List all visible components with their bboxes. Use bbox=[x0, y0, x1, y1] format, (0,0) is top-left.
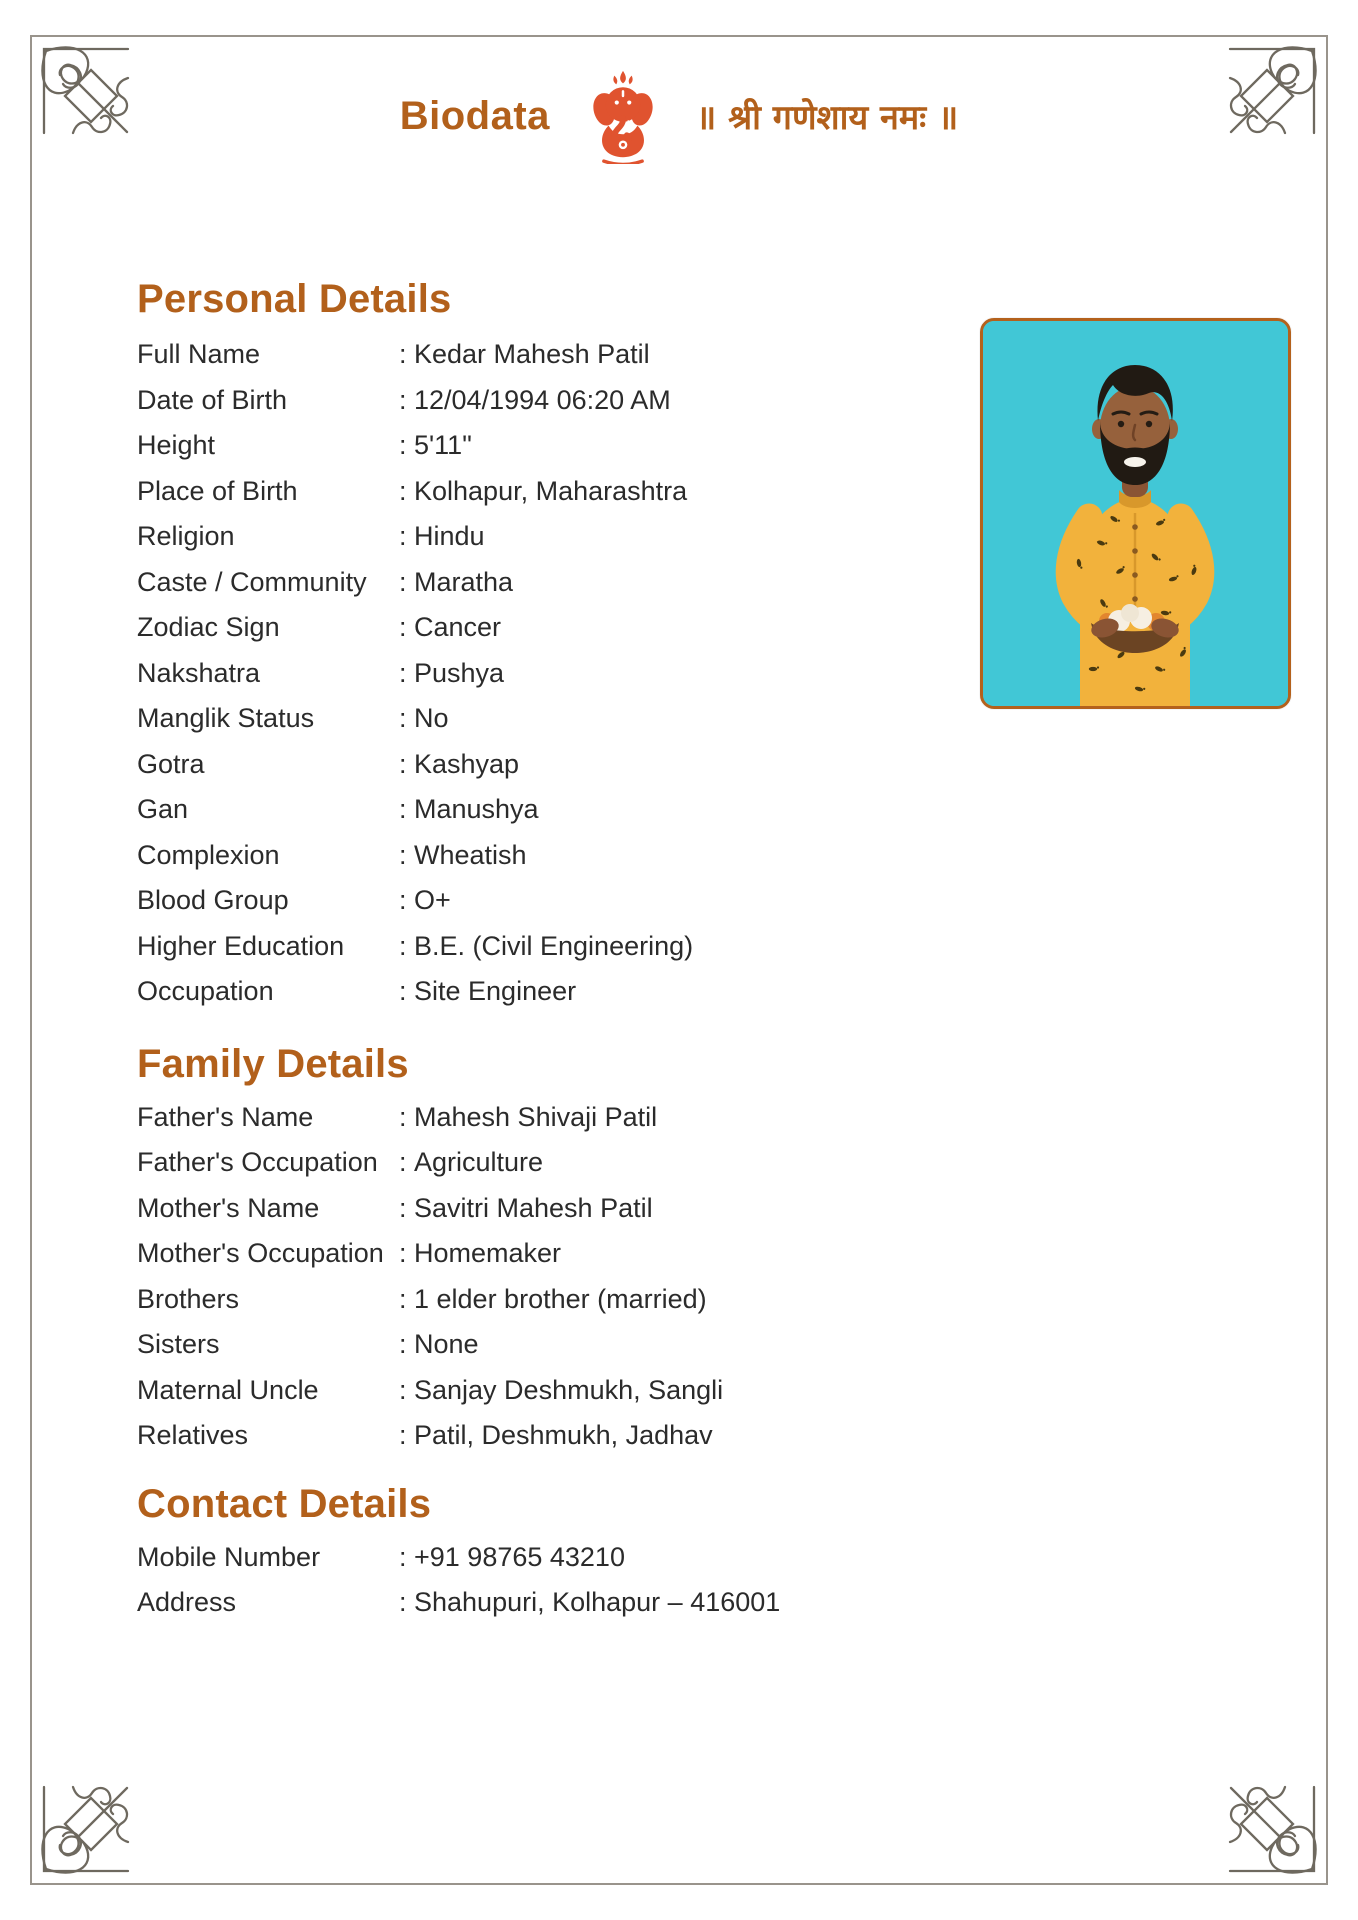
field-label: Religion bbox=[137, 521, 235, 552]
field-value: No bbox=[414, 703, 449, 734]
detail-row bbox=[137, 560, 967, 606]
separator: : bbox=[399, 384, 407, 415]
field-value: Agriculture bbox=[414, 1147, 544, 1178]
separator: : bbox=[399, 930, 407, 961]
field-label: Blood Group bbox=[137, 885, 289, 916]
field-value: Kolhapur, Maharashtra bbox=[414, 475, 688, 506]
field-value: Manushya bbox=[414, 794, 539, 825]
separator: : bbox=[399, 339, 407, 370]
detail-row bbox=[137, 514, 967, 560]
field-value: 12/04/1994 06:20 AM bbox=[414, 384, 671, 415]
section-personal-details bbox=[137, 276, 967, 1015]
separator: : bbox=[399, 885, 407, 916]
field-value: Kedar Mahesh Patil bbox=[414, 339, 650, 370]
field-label: Zodiac Sign bbox=[137, 612, 280, 643]
field-value: Wheatish bbox=[414, 839, 527, 870]
detail-row bbox=[137, 605, 967, 651]
page-title: Biodata bbox=[399, 93, 550, 138]
detail-row bbox=[137, 1186, 967, 1232]
field-label: Occupation bbox=[137, 976, 274, 1007]
section-title: Family Details bbox=[137, 1041, 409, 1086]
detail-rows bbox=[137, 1095, 967, 1459]
field-value: 5'11" bbox=[414, 430, 472, 461]
detail-row bbox=[137, 1413, 967, 1459]
field-value: Shahupuri, Kolhapur – 416001 bbox=[414, 1587, 781, 1618]
field-label: Mother's Name bbox=[137, 1192, 320, 1223]
separator: : bbox=[399, 839, 407, 870]
profile-photo-illustration bbox=[983, 321, 1288, 706]
separator: : bbox=[399, 1329, 407, 1360]
detail-row bbox=[137, 1322, 967, 1368]
detail-row bbox=[137, 924, 967, 970]
field-value: Mahesh Shivaji Patil bbox=[414, 1101, 658, 1132]
profile-photo bbox=[980, 318, 1291, 709]
field-value: Pushya bbox=[414, 657, 505, 688]
detail-row bbox=[137, 1231, 967, 1277]
detail-row bbox=[137, 378, 967, 424]
section-contact-details bbox=[137, 1481, 967, 1626]
corner-ornament-icon bbox=[1221, 1778, 1327, 1884]
section-title: Contact Details bbox=[137, 1481, 432, 1526]
detail-rows bbox=[137, 332, 967, 1015]
detail-row bbox=[137, 651, 967, 697]
detail-rows bbox=[137, 1535, 967, 1626]
separator: : bbox=[399, 475, 407, 506]
field-label: Height bbox=[137, 430, 216, 461]
detail-row bbox=[137, 1368, 967, 1414]
separator: : bbox=[399, 1283, 407, 1314]
field-label: Date of Birth bbox=[137, 384, 288, 415]
field-value: Kashyap bbox=[414, 748, 520, 779]
section-title: Personal Details bbox=[137, 277, 452, 321]
separator: : bbox=[399, 657, 407, 688]
separator: : bbox=[399, 1374, 407, 1405]
corner-ornament-icon bbox=[31, 1778, 137, 1884]
field-label: Brothers bbox=[137, 1283, 240, 1314]
content bbox=[137, 276, 967, 1626]
detail-row bbox=[137, 878, 967, 924]
detail-row bbox=[137, 787, 967, 833]
detail-row bbox=[137, 696, 967, 742]
field-label: Mother's Occupation bbox=[137, 1238, 384, 1269]
mantra-text: ॥ श्री गणेशाय नमः ॥ bbox=[695, 98, 959, 138]
section-family-details bbox=[137, 1041, 967, 1459]
detail-row bbox=[137, 423, 967, 469]
field-label: Gotra bbox=[137, 748, 205, 779]
detail-row bbox=[137, 742, 967, 788]
separator: : bbox=[399, 976, 407, 1007]
field-label: Higher Education bbox=[137, 930, 345, 961]
field-value: Patil, Deshmukh, Jadhav bbox=[414, 1420, 713, 1451]
separator: : bbox=[399, 1147, 407, 1178]
separator: : bbox=[399, 748, 407, 779]
field-value: Maratha bbox=[414, 566, 514, 597]
field-value: Site Engineer bbox=[414, 976, 577, 1007]
separator: : bbox=[399, 1420, 407, 1451]
field-value: B.E. (Civil Engineering) bbox=[414, 930, 694, 961]
field-value: None bbox=[414, 1329, 479, 1360]
separator: : bbox=[399, 521, 407, 552]
field-value: 1 elder brother (married) bbox=[414, 1283, 707, 1314]
detail-row bbox=[137, 1580, 967, 1626]
field-label: Maternal Uncle bbox=[137, 1374, 319, 1405]
separator: : bbox=[399, 1101, 407, 1132]
field-label: Complexion bbox=[137, 839, 280, 870]
field-value: Cancer bbox=[414, 612, 502, 643]
detail-row bbox=[137, 332, 967, 378]
detail-row bbox=[137, 833, 967, 879]
detail-row bbox=[137, 469, 967, 515]
field-label: Caste / Community bbox=[137, 566, 367, 597]
field-label: Father's Name bbox=[137, 1101, 314, 1132]
separator: : bbox=[399, 703, 407, 734]
field-value: Savitri Mahesh Patil bbox=[414, 1192, 653, 1223]
field-label: Address bbox=[137, 1587, 237, 1618]
separator: : bbox=[399, 1587, 407, 1618]
field-label: Sisters bbox=[137, 1329, 220, 1360]
field-label: Relatives bbox=[137, 1420, 249, 1451]
separator: : bbox=[399, 1238, 407, 1269]
field-label: Full Name bbox=[137, 339, 261, 370]
detail-row bbox=[137, 1535, 967, 1581]
ganesha-icon bbox=[584, 68, 662, 164]
separator: : bbox=[399, 612, 407, 643]
detail-row bbox=[137, 1140, 967, 1186]
separator: : bbox=[399, 566, 407, 597]
separator: : bbox=[399, 794, 407, 825]
field-label: Father's Occupation bbox=[137, 1147, 378, 1178]
separator: : bbox=[399, 430, 407, 461]
field-value: Sanjay Deshmukh, Sangli bbox=[414, 1374, 724, 1405]
field-value: O+ bbox=[414, 885, 451, 916]
field-value: +91 98765 43210 bbox=[414, 1541, 625, 1572]
separator: : bbox=[399, 1541, 407, 1572]
field-label: Place of Birth bbox=[137, 475, 298, 506]
separator: : bbox=[399, 1192, 407, 1223]
field-value: Homemaker bbox=[414, 1238, 562, 1269]
header bbox=[0, 68, 1358, 164]
field-value: Hindu bbox=[414, 521, 485, 552]
field-label: Gan bbox=[137, 794, 189, 825]
detail-row bbox=[137, 1277, 967, 1323]
field-label: Mobile Number bbox=[137, 1541, 321, 1572]
detail-row bbox=[137, 969, 967, 1015]
detail-row bbox=[137, 1095, 967, 1141]
field-label: Manglik Status bbox=[137, 703, 315, 734]
field-label: Nakshatra bbox=[137, 657, 261, 688]
